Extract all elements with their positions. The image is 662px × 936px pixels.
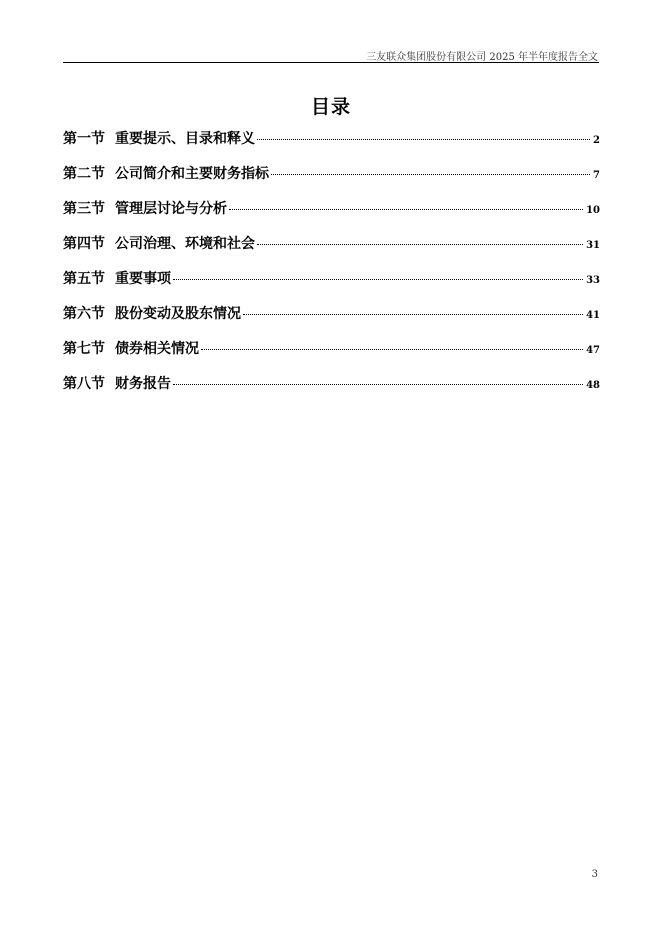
toc-page-number: 41 xyxy=(586,310,600,321)
toc-section-number: 第六节 xyxy=(63,306,105,322)
toc-page-number: 31 xyxy=(586,240,600,251)
toc-entry-8[interactable] xyxy=(63,373,600,408)
toc-entry-1[interactable] xyxy=(63,128,600,163)
page-number: 3 xyxy=(591,869,598,880)
toc-dot-leader xyxy=(243,314,583,315)
toc-entry-6[interactable] xyxy=(63,303,600,338)
toc-entry-7[interactable] xyxy=(63,338,600,373)
toc-page-number: 2 xyxy=(593,135,600,146)
toc-section-name: 财务报告 xyxy=(115,376,171,392)
toc-page-number: 48 xyxy=(586,380,600,391)
toc-entry-5[interactable] xyxy=(63,268,600,303)
toc-page-number: 33 xyxy=(586,275,600,286)
toc-entry-3[interactable] xyxy=(63,198,600,233)
table-of-contents xyxy=(63,128,600,408)
toc-section-number: 第四节 xyxy=(63,236,105,252)
toc-section-number: 第一节 xyxy=(63,131,105,147)
toc-dot-leader xyxy=(257,139,590,140)
toc-section-number: 第八节 xyxy=(63,376,105,392)
toc-section-name: 重要事项 xyxy=(115,271,171,287)
toc-page-number: 10 xyxy=(586,205,600,216)
toc-section-name: 公司简介和主要财务指标 xyxy=(115,166,269,182)
toc-page-number: 7 xyxy=(593,170,600,181)
toc-section-name: 公司治理、环境和社会 xyxy=(115,236,255,252)
toc-dot-leader xyxy=(257,244,583,245)
toc-dot-leader xyxy=(229,209,583,210)
toc-dot-leader xyxy=(173,279,583,280)
toc-section-name: 债券相关情况 xyxy=(115,341,199,357)
toc-section-number: 第五节 xyxy=(63,271,105,287)
running-header: 三友联众集团股份有限公司 2025 年半年度报告全文 xyxy=(366,52,598,63)
toc-title: 目录 xyxy=(310,96,351,118)
toc-section-number: 第七节 xyxy=(63,341,105,357)
toc-dot-leader xyxy=(201,349,583,350)
toc-section-number: 第三节 xyxy=(63,201,105,217)
toc-section-name: 重要提示、目录和释义 xyxy=(115,131,255,147)
toc-section-name: 管理层讨论与分析 xyxy=(115,201,227,217)
toc-dot-leader xyxy=(173,384,583,385)
toc-page-number: 47 xyxy=(586,345,600,356)
toc-section-number: 第二节 xyxy=(63,166,105,182)
toc-dot-leader xyxy=(271,174,590,175)
toc-entry-2[interactable] xyxy=(63,163,600,198)
header-rule xyxy=(63,62,599,63)
toc-section-name: 股份变动及股东情况 xyxy=(115,306,241,322)
toc-entry-4[interactable] xyxy=(63,233,600,268)
